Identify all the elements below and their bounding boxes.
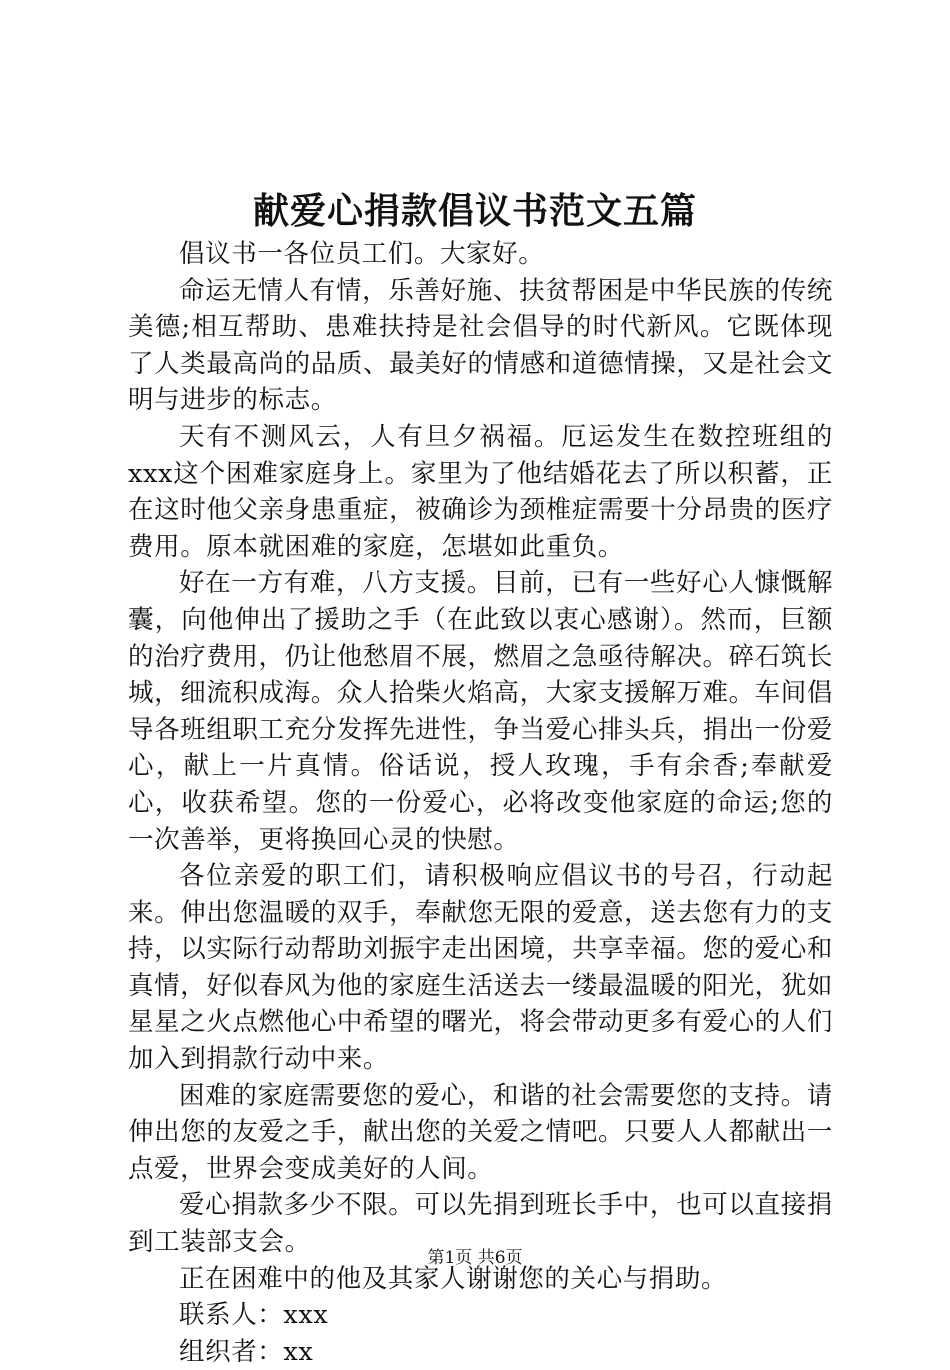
document-title: 献爱心捐款倡议书范文五篇 — [252, 190, 697, 232]
paragraph-donation-method: 爱心捐款多少不限。可以先捐到班长手中，也可以直接捐到工装部支会。 — [128, 1190, 833, 1258]
paragraph-greeting: 倡议书一各位员工们。大家好。 — [179, 239, 545, 269]
organizer: 组织者：xx — [179, 1336, 314, 1367]
page-number-footer: 第1页 共6页 — [427, 1248, 523, 1268]
paragraph-thanks: 正在困难中的他及其家人谢谢您的关心与捐助。 — [179, 1263, 728, 1294]
paragraph-intro: 命运无情人有情，乐善好施、扶贫帮困是中华民族的传统美德;相互帮助、患难扶持是社会倡导的时代新风。它既体现了人类最高尚的品质、最美好的情感和道德情操，又是社会文明与进步的标志。 — [128, 275, 833, 416]
paragraph-appeal: 各位亲爱的职工们，请积极响应倡议书的号召，行动起来。伸出您温暖的双手，奉献您无限的爱意，送去您有力的支持，以实际行动帮助刘振宇走出困境，共享幸福。您的爱心和真情，好似春风为他的家庭生活送去一缕最温暖的阳光，犹如星星之火点燃他心中希望的曙光，将会带动更多有爱心的人们加入到捐款行动中来。 — [128, 861, 833, 1075]
document-body — [128, 236, 833, 1370]
contact-person: 联系人：xxx — [179, 1300, 329, 1331]
paragraph-situation: 天有不测风云，人有旦夕祸福。厄运发生在数控班组的xxx这个困难家庭身上。家里为了他结婚花去了所以积蓄，正在这时他父亲身患重症，被确诊为颈椎症需要十分昂贵的医疗费用。原本就困难的家庭，怎堪如此重负。 — [128, 421, 833, 562]
paragraph-support: 好在一方有难，八方支援。目前，已有一些好心人慷慨解囊，向他伸出了援助之手（在此致以衷心感谢）。然而，巨额的治疗费用，仍让他愁眉不展，燃眉之急亟待解决。碎石筑长城，细流积成海。众人拾柴火焰高，大家支援解万难。车间倡导各班组职工充分发挥先进性，争当爱心排头兵，捐出一份爱心，献上一片真情。俗话说，授人玫瑰，手有余香;奉献爱心，收获希望。您的一份爱心，必将改变他家庭的命运;您的一次善举，更将换回心灵的快慰。 — [128, 568, 833, 855]
paragraph-society: 困难的家庭需要您的爱心，和谐的社会需要您的支持。请伸出您的友爱之手，献出您的关爱之情吧。只要人人都献出一点爱，世界会变成美好的人间。 — [128, 1080, 833, 1184]
